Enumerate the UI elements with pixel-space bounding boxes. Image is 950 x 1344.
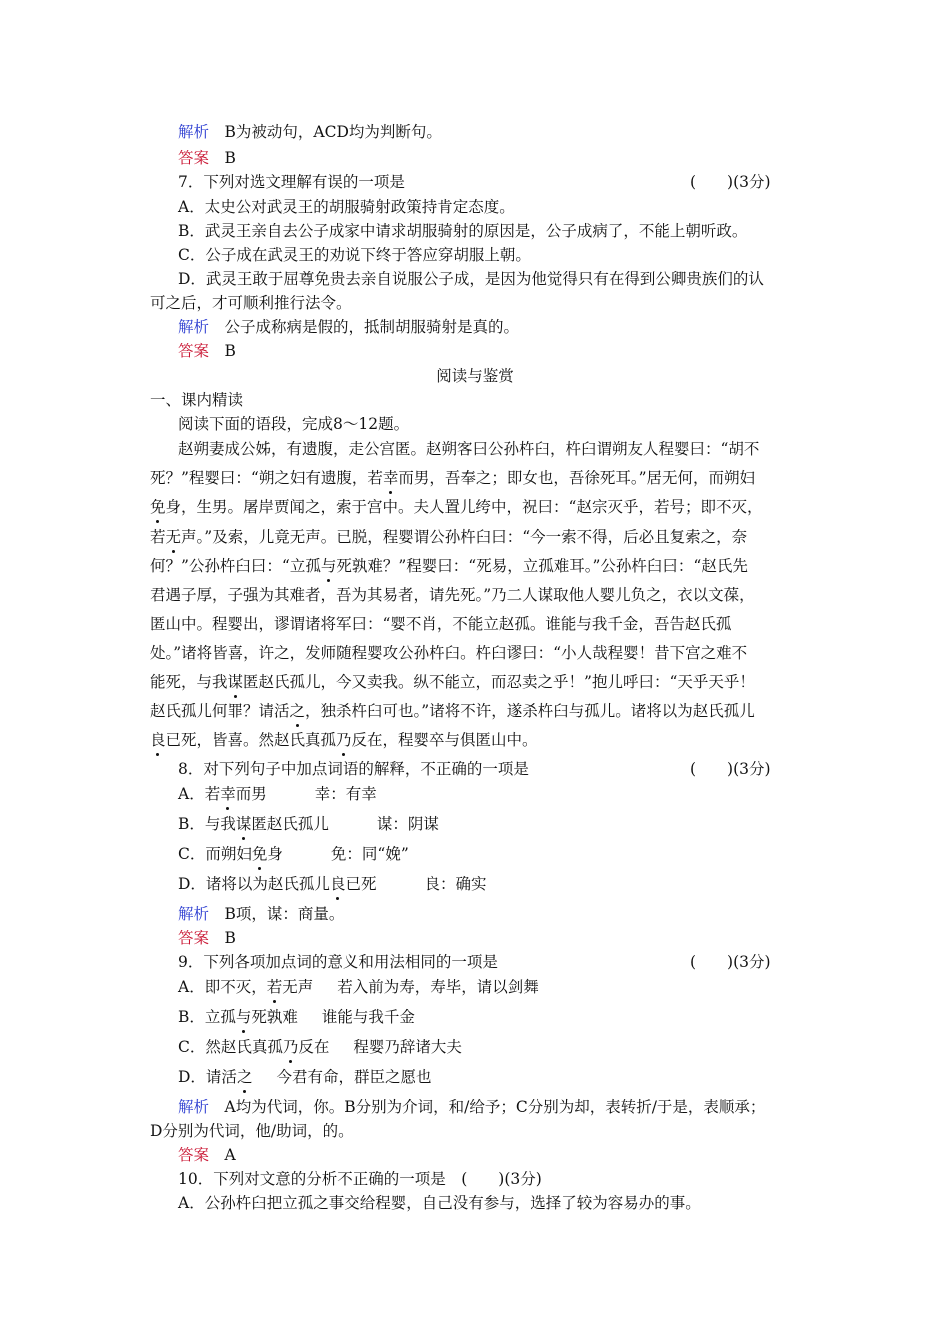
question-7-answer: 答案 B xyxy=(178,342,236,360)
passage-line-6: 君遇子厚，子强为其难者，吾为其易者，请先死。”乃二人谋取他人婴儿负之，衣以文葆， xyxy=(150,586,755,604)
passage-line-5: 何？”公孙杵臼曰：“立孤与死孰难？”程婴曰：“死易，立孤难耳。”公孙杵臼曰：“赵氏先 xyxy=(150,557,748,575)
question-10-score: ( )(3分) xyxy=(461,1170,542,1188)
question-7-score: ( )(3分) xyxy=(690,173,771,191)
question-8-score: ( )(3分) xyxy=(690,760,771,778)
question-8-option-c: C．而朔妇免身 免：同“娩” xyxy=(178,845,409,863)
passage-line-9: 能死，与我谋匿赵氏孤儿，今又卖我。纵不能立，而忍卖之乎！”抱儿呼曰：“天乎天乎！ xyxy=(150,673,755,691)
passage-line-4: 若无声。”及索，儿竟无声。已脱，程婴谓公孙杵臼曰：“今一索不得，后必且复索之，奈 xyxy=(150,528,748,546)
question-9-score: ( )(3分) xyxy=(690,953,771,971)
passage-line-7: 匿山中。程婴出，谬谓诸将军曰：“婴不肖，不能立赵孤。谁能与我千金，吾告赵氏孤 xyxy=(150,615,732,633)
passage-line-11: 良已死，皆喜。然赵氏真孤乃反在，程婴卒与俱匿山中。 xyxy=(150,731,538,749)
answer-line xyxy=(178,148,810,168)
subsection-heading: 一、课内精读 xyxy=(150,391,244,409)
question-9-option-c: C．然赵氏真孤乃反在 程婴乃辞诸大夫 xyxy=(178,1038,462,1056)
passage-line-8: 处。”诸将皆喜，许之，发师随程婴攻公孙杵臼。杵臼谬曰：“小人哉程婴！昔下宫之难不 xyxy=(150,644,748,662)
question-9-option-a: A．即不灭，若无声 若入前为寿，寿毕，请以剑舞 xyxy=(178,978,539,996)
analysis-text: B为被动句，ACD均为判断句。 xyxy=(224,123,442,141)
question-7-option-c: C．公子成在武灵王的劝说下终于答应穿胡服上朝。 xyxy=(178,246,531,264)
answer-note-line xyxy=(178,122,810,142)
passage-line-3: 免身，生男。屠岸贾闻之，索于宫中。夫人置儿绔中，祝曰：“赵宗灭乎，若号；即不灭， xyxy=(150,498,763,516)
question-7-option-d: D．武灵王敢于屈尊免贵去亲自说服公子成，是因为他觉得只有在得到公卿贵族们的认 xyxy=(178,270,764,288)
passage-line-2: 死？”程婴曰：“朔之妇有遗腹，若幸而男，吾奉之；即女也，吾徐死耳。”居无何，而朔妇 xyxy=(150,469,756,487)
question-7-option-b: B．武灵王亲自去公子成家中请求胡服骑射的原因是，公子成病了，不能上朝听政。 xyxy=(178,222,748,240)
passage-line-1: 赵朔妻成公姊，有遗腹，走公宫匿。赵朔客曰公孙杵臼，杵臼谓朔友人程婴曰：“胡不 xyxy=(178,440,760,458)
question-10-stem: 10．下列对文意的分析不正确的一项是 ( )(3分) xyxy=(178,1170,542,1188)
analysis-label: 解析 xyxy=(178,123,210,141)
question-8-option-b: B．与我谋匿赵氏孤儿 谋：阴谋 xyxy=(178,815,439,833)
question-8-stem: 8．对下列句子中加点词语的解释，不正确的一项是 ( )(3分) xyxy=(178,760,771,778)
answer-text: B xyxy=(224,149,236,167)
question-8-analysis: 解析 B项，谋：商量。 xyxy=(178,905,345,923)
question-8-option-d: D．诸将以为赵氏孤儿良已死 良：确实 xyxy=(178,875,487,893)
reading-instruction: 阅读下面的语段，完成8～12题。 xyxy=(178,415,410,433)
question-10-option-a: A．公孙杵臼把立孤之事交给程婴，自己没有参与，选择了较为容易办的事。 xyxy=(178,1194,701,1212)
question-9-analysis: 解析 A均为代词，你。B分别为介词，和/给予；C分别为却，表转折/于是，表顺承； xyxy=(178,1098,766,1116)
question-9-option-d: D．请活之 今君有命，群臣之愿也 xyxy=(178,1068,432,1086)
passage-line-10: 赵氏孤儿何罪？请活之，独杀杵臼可也。”诸将不许，遂杀杵臼与孤儿。诸将以为赵氏孤儿 xyxy=(150,702,755,720)
question-9-stem: 9．下列各项加点词的意义和用法相同的一项是 ( )(3分) xyxy=(178,953,771,971)
question-9-option-b: B．立孤与死孰难 谁能与我千金 xyxy=(178,1008,415,1026)
question-9-answer: 答案 A xyxy=(178,1146,236,1164)
question-8-option-a: A．若幸而男 幸：有幸 xyxy=(178,785,377,803)
question-7-option-a: A．太史公对武灵王的胡服骑射政策持肯定态度。 xyxy=(178,198,515,216)
question-7-option-d-cont: 可之后，才可顺利推行法令。 xyxy=(150,294,352,312)
answer-label: 答案 xyxy=(178,149,210,167)
question-9-analysis-cont: D分别为代词，他/助词，的。 xyxy=(150,1122,354,1140)
question-8-answer: 答案 B xyxy=(178,929,236,947)
question-7-analysis: 解析 公子成称病是假的，抵制胡服骑射是真的。 xyxy=(178,318,520,336)
question-7-stem: 7．下列对选文理解有误的一项是 ( )(3分) xyxy=(178,173,771,191)
section-title: 阅读与鉴赏 xyxy=(436,367,514,385)
